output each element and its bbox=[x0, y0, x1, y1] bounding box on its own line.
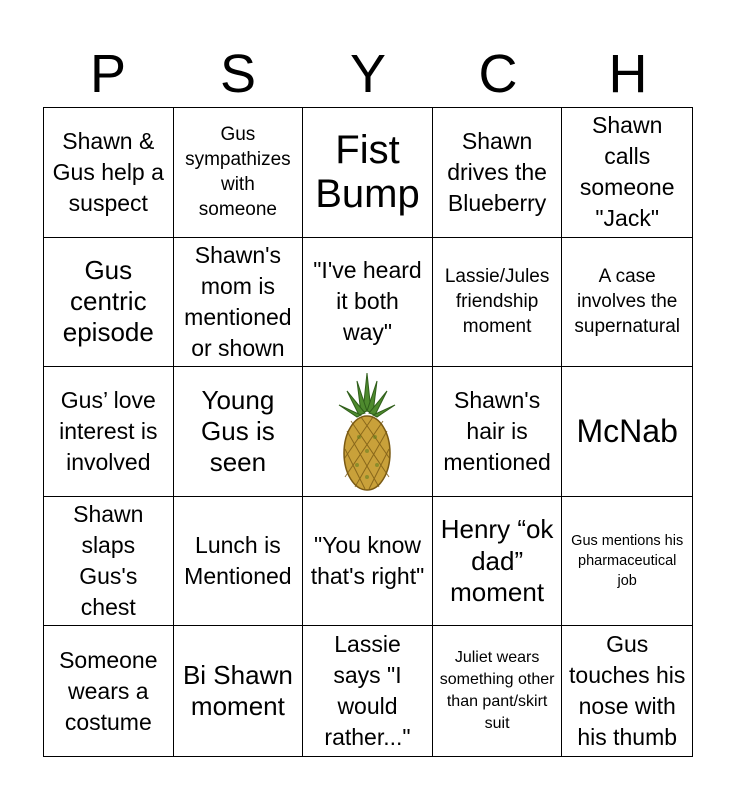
bingo-cell[interactable] bbox=[303, 108, 433, 238]
bingo-board bbox=[43, 107, 693, 757]
cell-label: McNab bbox=[576, 413, 678, 450]
header-letter-y: Y bbox=[349, 44, 387, 104]
bingo-cell[interactable] bbox=[174, 238, 304, 368]
cell-label: A case involves the supernatural bbox=[574, 266, 680, 338]
cell-label: Young Gus is seen bbox=[201, 384, 275, 478]
cell-label: Lassie/Jules friendship moment bbox=[444, 266, 550, 338]
cell-label: Henry “ok dad” moment bbox=[440, 514, 554, 607]
cell-label: Bi Shawn moment bbox=[182, 660, 293, 722]
bingo-cell[interactable] bbox=[562, 626, 692, 756]
cell-label: Gus mentions his pharmaceutical job bbox=[571, 533, 684, 590]
cell-label: Gus touches his nose with his thumb bbox=[569, 631, 686, 751]
cell-label: "You know that's right" bbox=[310, 532, 425, 590]
cell-label: Someone wears a costume bbox=[59, 646, 158, 735]
bingo-cell[interactable] bbox=[303, 238, 433, 368]
cell-label: Shawn's hair is mentioned bbox=[443, 386, 551, 476]
bingo-cell[interactable] bbox=[562, 238, 692, 368]
header-letter-h: H bbox=[608, 44, 648, 104]
header-letter-c: C bbox=[478, 44, 518, 104]
cell-label: Gus’ love interest is involved bbox=[59, 386, 158, 476]
bingo-cell[interactable] bbox=[562, 367, 692, 497]
bingo-cell[interactable] bbox=[303, 497, 433, 627]
cell-label: Gus sympathizes with someone bbox=[185, 124, 291, 221]
pineapple-icon bbox=[327, 371, 407, 493]
cell-label: Shawn slaps Gus's chest bbox=[73, 501, 144, 621]
cell-label: Fist Bump bbox=[315, 127, 420, 217]
bingo-cell[interactable] bbox=[433, 626, 563, 756]
bingo-cell[interactable] bbox=[433, 367, 563, 497]
bingo-cell[interactable] bbox=[433, 238, 563, 368]
bingo-header bbox=[43, 40, 693, 108]
bingo-cell[interactable] bbox=[44, 108, 174, 238]
cell-label: Lassie says "I would rather..." bbox=[324, 631, 411, 751]
cell-label: Shawn calls someone "Jack" bbox=[579, 112, 675, 232]
cell-label: Shawn's mom is mentioned or shown bbox=[184, 241, 292, 361]
cell-label: Shawn drives the Blueberry bbox=[447, 127, 547, 216]
bingo-cell[interactable] bbox=[174, 367, 304, 497]
bingo-cell[interactable] bbox=[44, 497, 174, 627]
free-space-cell[interactable] bbox=[303, 367, 433, 497]
bingo-cell[interactable] bbox=[44, 626, 174, 756]
cell-label: Shawn & Gus help a suspect bbox=[52, 127, 164, 216]
bingo-cell[interactable] bbox=[174, 108, 304, 238]
bingo-cell[interactable] bbox=[562, 108, 692, 238]
bingo-cell[interactable] bbox=[44, 367, 174, 497]
bingo-cell[interactable] bbox=[303, 626, 433, 756]
bingo-cell[interactable] bbox=[174, 497, 304, 627]
cell-label: Gus centric episode bbox=[62, 255, 154, 348]
cell-label: Juliet wears something other than pant/skirt suit bbox=[439, 649, 555, 733]
bingo-cell[interactable] bbox=[174, 626, 304, 756]
cell-label: "I've heard it both way" bbox=[313, 257, 422, 346]
header-letter-s: S bbox=[219, 44, 257, 104]
bingo-cell[interactable] bbox=[562, 497, 692, 627]
bingo-cell[interactable] bbox=[44, 238, 174, 368]
bingo-cell[interactable] bbox=[433, 108, 563, 238]
header-letter-p: P bbox=[89, 44, 127, 104]
bingo-cell[interactable] bbox=[433, 497, 563, 627]
cell-label: Lunch is Mentioned bbox=[184, 532, 292, 590]
